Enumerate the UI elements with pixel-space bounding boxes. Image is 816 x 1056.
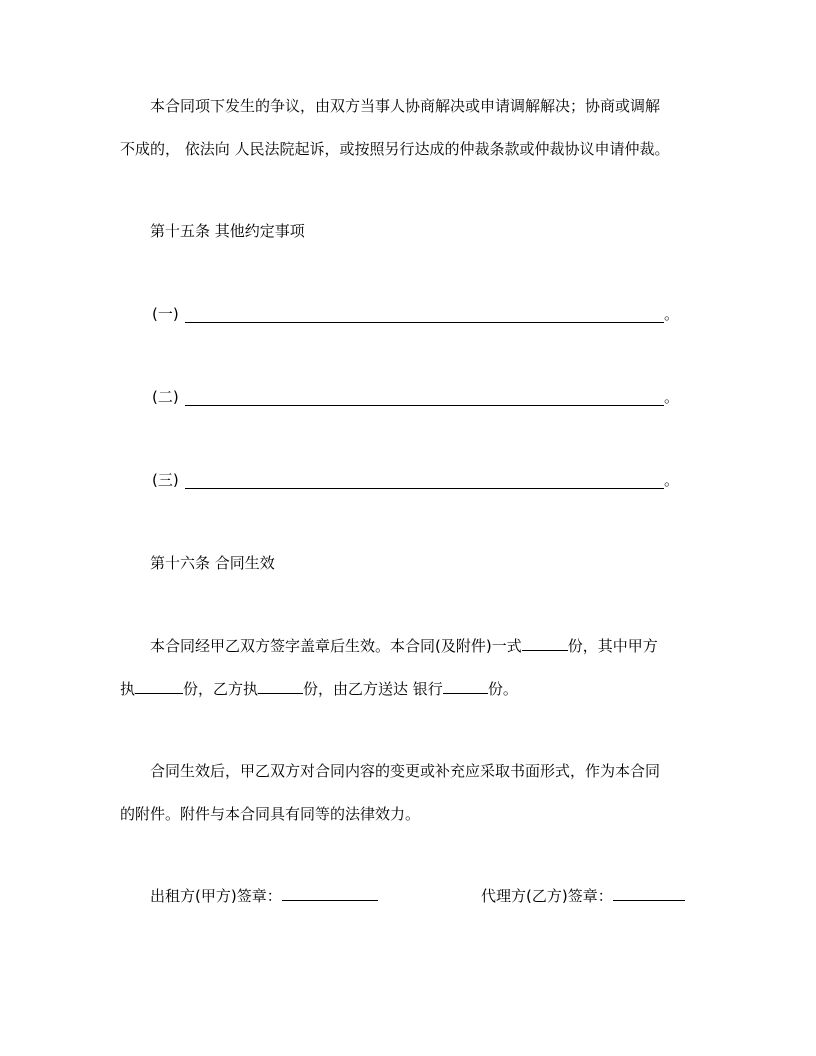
- lessor-signature-label: 出租方(甲方)签章：: [150, 887, 282, 905]
- text-segment: 本合同经甲乙双方签字盖章后生效。本合同(及附件)一式: [150, 637, 522, 655]
- effect-paragraph-line1: [150, 636, 658, 656]
- bank-copies-blank[interactable]: [443, 679, 488, 694]
- amendment-paragraph-line1: 合同生效后，甲乙双方对合同内容的变更或补充应采取书面形式，作为本合同: [150, 762, 661, 780]
- item-end-period: 。: [664, 471, 680, 489]
- item-end-period: 。: [664, 305, 680, 323]
- agent-signature-label: 代理方(乙方)签章：: [481, 887, 613, 905]
- agent-signature-line[interactable]: [613, 886, 685, 901]
- item-label: (三): [152, 471, 179, 489]
- article16-heading: 第十六条 合同生效: [150, 554, 275, 572]
- agent-signature: [481, 886, 685, 906]
- item-label: (二): [152, 388, 179, 406]
- lessor-signature: [150, 886, 378, 906]
- text-segment: 份，由乙方送达 银行: [303, 680, 443, 698]
- text-segment: 份。: [487, 680, 518, 698]
- party-a-copies-blank[interactable]: [135, 679, 183, 694]
- text-segment: 份，乙方执: [183, 680, 259, 698]
- amendment-paragraph-line2: 的附件。附件与本合同具有同等的法律效力。: [120, 805, 421, 823]
- fill-in-line[interactable]: [185, 405, 664, 406]
- effect-paragraph-line2: [120, 679, 518, 699]
- article15-heading: 第十五条 其他约定事项: [150, 222, 305, 240]
- lessor-signature-line[interactable]: [282, 886, 378, 901]
- dispute-paragraph-line1: 本合同项下发生的争议，由双方当事人协商解决或申请调解解决；协商或调解: [150, 97, 661, 115]
- item-end-period: 。: [664, 388, 680, 406]
- text-segment: 份，其中甲方: [567, 637, 658, 655]
- item-label: (一): [152, 305, 179, 323]
- dispute-paragraph-line2: 不成的， 依法向 人民法院起诉，或按照另行达成的仲裁条款或仲裁协议申请仲裁。: [120, 140, 670, 158]
- fill-in-line[interactable]: [185, 322, 664, 323]
- party-b-copies-blank[interactable]: [258, 679, 303, 694]
- fill-in-line[interactable]: [185, 488, 664, 489]
- text-segment: 执: [120, 680, 136, 698]
- copies-total-blank[interactable]: [522, 636, 568, 651]
